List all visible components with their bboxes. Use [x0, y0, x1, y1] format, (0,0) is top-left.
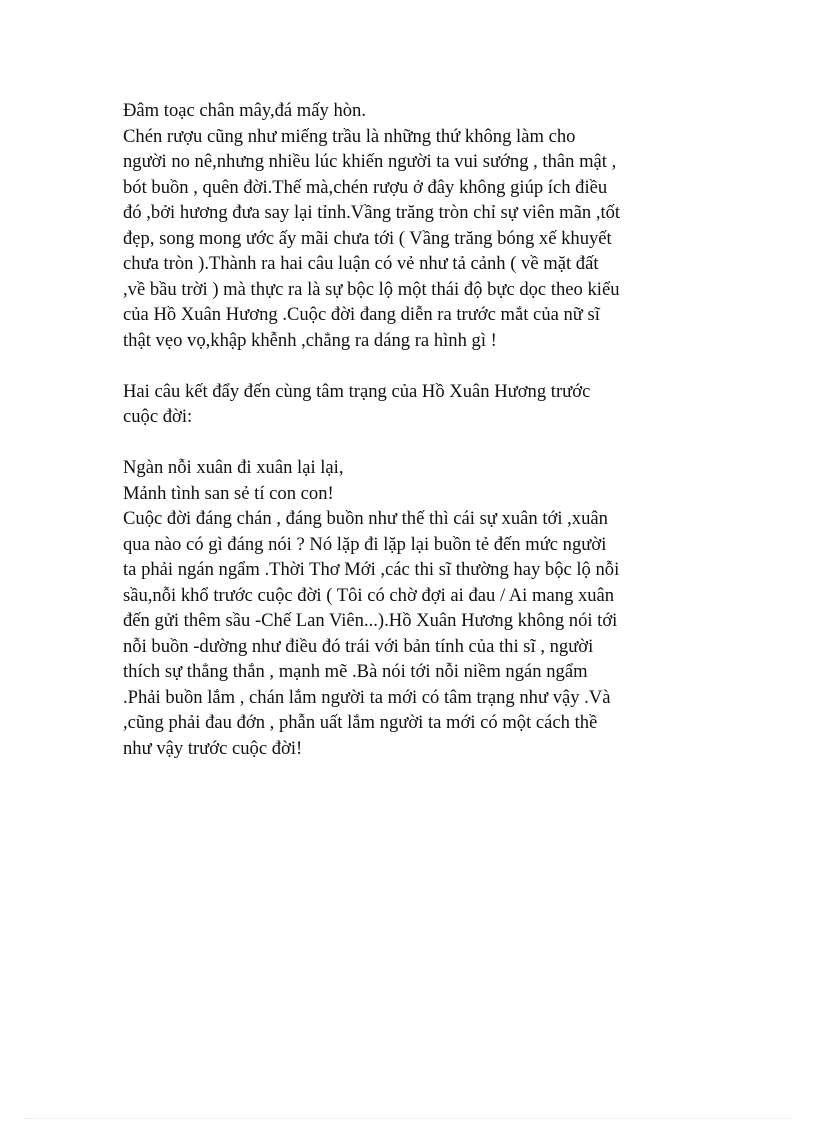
text-line: cuộc đời: — [123, 406, 193, 427]
text-line: Chén rượu cũng như miếng trầu là những thứ không làm cho — [123, 125, 576, 147]
text-line: Mảnh tình san sẻ tí con con! — [123, 482, 334, 504]
paragraph-commentary-ket — [123, 455, 703, 761]
paragraph-gap — [123, 430, 703, 456]
text-line: ,cũng phải đau đớn , phẫn uất lắm người ta mới có một cách thề — [123, 712, 598, 733]
text-line: thật vẹo vọ,khập khễnh ,chẳng ra dáng ra hình gì ! — [123, 329, 497, 351]
text-line: Cuộc đời đáng chán , đáng buồn như thế thì cái sự xuân tới ,xuân — [123, 508, 608, 529]
text-line: chưa tròn ).Thành ra hai câu luận có vẻ như tả cảnh ( về mặt đất — [123, 253, 599, 274]
text-line: người no nê,nhưng nhiều lúc khiến người ta vui sướng , thân mật , — [123, 151, 617, 172]
text-line: đẹp, song mong ước ấy mãi chưa tới ( Vầng trăng bóng xế khuyết — [123, 227, 612, 249]
text-line: ta phải ngán ngẩm .Thời Thơ Mới ,các thi sĩ thường hay bộc lộ nỗi — [123, 559, 620, 580]
body-text — [123, 98, 703, 761]
text-line: như vậy trước cuộc đời! — [123, 737, 303, 759]
text-line: qua nào có gì đáng nói ? Nó lặp đi lặp lại buồn tẻ đến mức người — [123, 533, 607, 555]
text-line: nỗi buồn -dường như điều đó trái với bản tính của thi sĩ , người — [123, 635, 594, 657]
paragraph-gap — [123, 353, 703, 379]
paragraph-intro-ket — [123, 379, 703, 430]
text-line: thích sự thẳng thắn , mạnh mẽ .Bà nói tới nỗi niềm ngán ngẩm — [123, 661, 588, 682]
text-line: Đâm toạc chân mây,đá mấy hòn. — [123, 100, 367, 121]
text-line: bót buồn , quên đời.Thế mà,chén rượu ở đây không giúp ích điều — [123, 176, 608, 198]
paragraph-commentary-luan — [123, 98, 703, 353]
text-line: ,về bầu trời ) mà thực ra là sự bộc lộ một thái độ bực dọc theo kiểu — [123, 278, 620, 300]
text-line: Hai câu kết đẩy đến cùng tâm trạng của Hồ Xuân Hương trước — [123, 380, 591, 402]
text-line: đó ,bởi hương đưa say lại tỉnh.Vầng trăng tròn chỉ sự viên mãn ,tốt — [123, 202, 621, 223]
text-line: của Hồ Xuân Hương .Cuộc đời đang diễn ra trước mắt của nữ sĩ — [123, 304, 600, 325]
text-line: .Phải buồn lắm , chán lắm người ta mới có tâm trạng như vậy .Và — [123, 686, 611, 708]
text-line: sầu,nỗi khổ trước cuộc đời ( Tôi có chờ đợi ai đau / Ai mang xuân — [123, 584, 615, 606]
page-bottom-divider — [24, 1118, 792, 1119]
text-line: Ngàn nỗi xuân đi xuân lại lại, — [123, 457, 344, 478]
text-line: đến gửi thêm sầu -Chế Lan Viên...).Hồ Xuân Hương không nói tới — [123, 610, 618, 631]
